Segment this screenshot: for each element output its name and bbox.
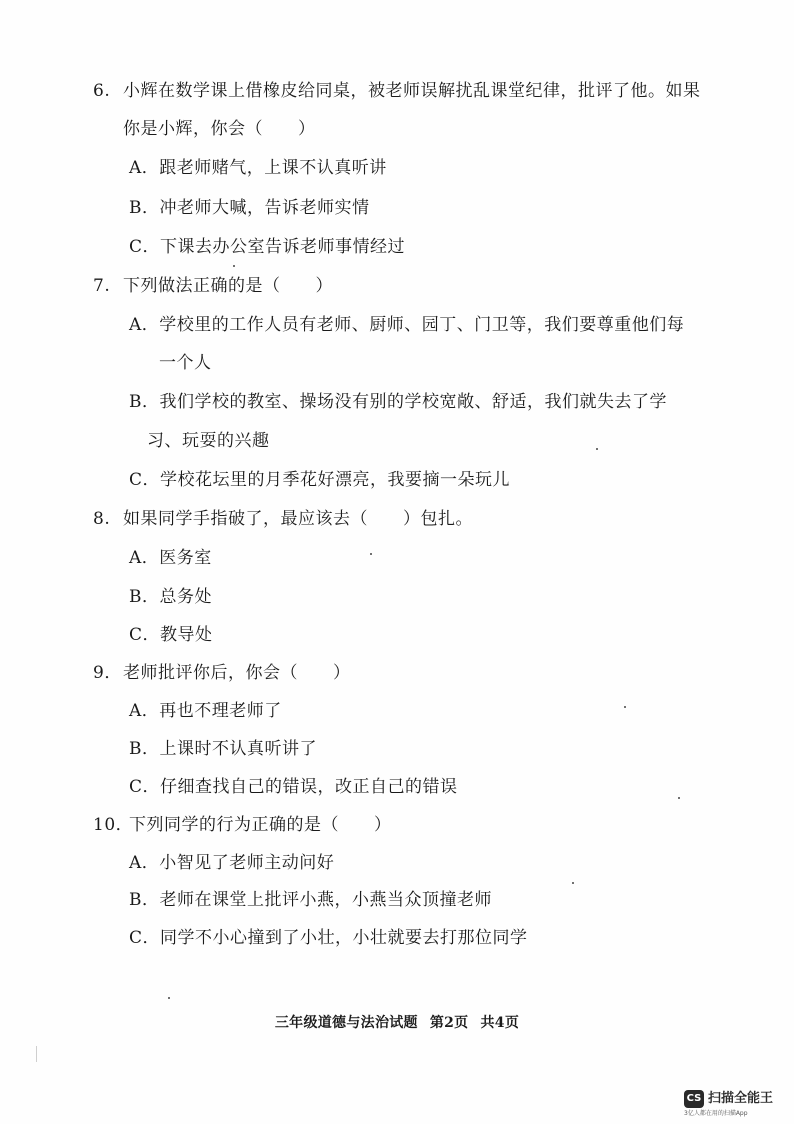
question-10-stem (93, 814, 392, 836)
question-8-option-a: A．医务室 (129, 548, 212, 568)
question-6-option-a: A．跟老师赌气，上课不认真听讲 (129, 158, 387, 178)
question-7-option-a-line-2: 一个人 (159, 353, 212, 373)
footer-total: 共4页 (480, 1015, 520, 1031)
question-6-stem-line-1 (93, 80, 701, 102)
scan-speck (370, 553, 372, 555)
scan-speck (168, 997, 170, 999)
scan-speck (624, 706, 626, 708)
question-6-option-c: C．下课去办公室告诉老师事情经过 (129, 237, 406, 257)
question-8-option-c: C．教导处 (129, 625, 213, 645)
question-6-stem-line-2: 你是小辉，你会（ ） (123, 119, 316, 139)
watermark-tagline: 3亿人都在用的扫描App (684, 1110, 748, 1117)
question-number: 6. (93, 81, 111, 101)
question-number: 7. (93, 276, 111, 296)
question-8-option-b: B．总务处 (129, 587, 212, 607)
scan-speck (596, 448, 598, 450)
page-footer (0, 1012, 794, 1032)
camscanner-watermark (684, 1090, 788, 1120)
question-7-option-b-line-1: B．我们学校的教室、操场没有别的学校宽敞、舒适，我们就失去了学 (129, 392, 667, 412)
question-7-stem (93, 275, 333, 297)
question-text: 如果同学手指破了，最应该去（ ）包扎。 (123, 509, 473, 529)
question-9-option-c: C．仔细查找自己的错误，改正自己的错误 (129, 777, 458, 797)
scan-speck (572, 882, 574, 884)
footer-title: 三年级道德与法治试题 (274, 1015, 418, 1031)
question-6-option-b: B．冲老师大喊，告诉老师实情 (129, 198, 370, 218)
question-number: 9． (93, 663, 122, 683)
question-9-option-a: A．再也不理老师了 (129, 701, 282, 721)
question-9-option-b: B．上课时不认真听讲了 (129, 739, 317, 759)
question-7-option-a-line-1: A．学校里的工作人员有老师、厨师、园丁、门卫等，我们要尊重他们每 (129, 315, 685, 335)
scan-speck (678, 797, 680, 799)
question-8-stem (93, 508, 473, 530)
question-text: 小辉在数学课上借橡皮给同桌，被老师误解扰乱课堂纪律，批评了他。如果 (123, 81, 701, 101)
question-10-option-b: B．老师在课堂上批评小燕，小燕当众顶撞老师 (129, 890, 492, 910)
question-10-option-a: A．小智见了老师主动问好 (129, 853, 335, 873)
question-text: 下列同学的行为正确的是（ ） (129, 815, 392, 835)
question-text: 老师批评你后，你会（ ） (123, 663, 351, 683)
camscanner-logo-icon: CS (684, 1090, 704, 1108)
question-text: 下列做法正确的是（ ） (123, 276, 333, 296)
scan-edge-mark (36, 1046, 37, 1062)
watermark-name: 扫描全能王 (708, 1091, 774, 1106)
question-9-stem (93, 662, 351, 684)
question-10-option-c: C．同学不小心撞到了小壮，小壮就要去打那位同学 (129, 928, 528, 948)
scan-speck (233, 265, 235, 267)
question-7-option-c: C．学校花坛里的月季花好漂亮，我要摘一朵玩儿 (129, 470, 511, 490)
question-number: 10． (93, 815, 134, 835)
question-7-option-b-line-2: 习、玩耍的兴趣 (147, 431, 270, 451)
footer-page: 第2页 (429, 1015, 469, 1031)
question-number: 8. (93, 509, 111, 529)
